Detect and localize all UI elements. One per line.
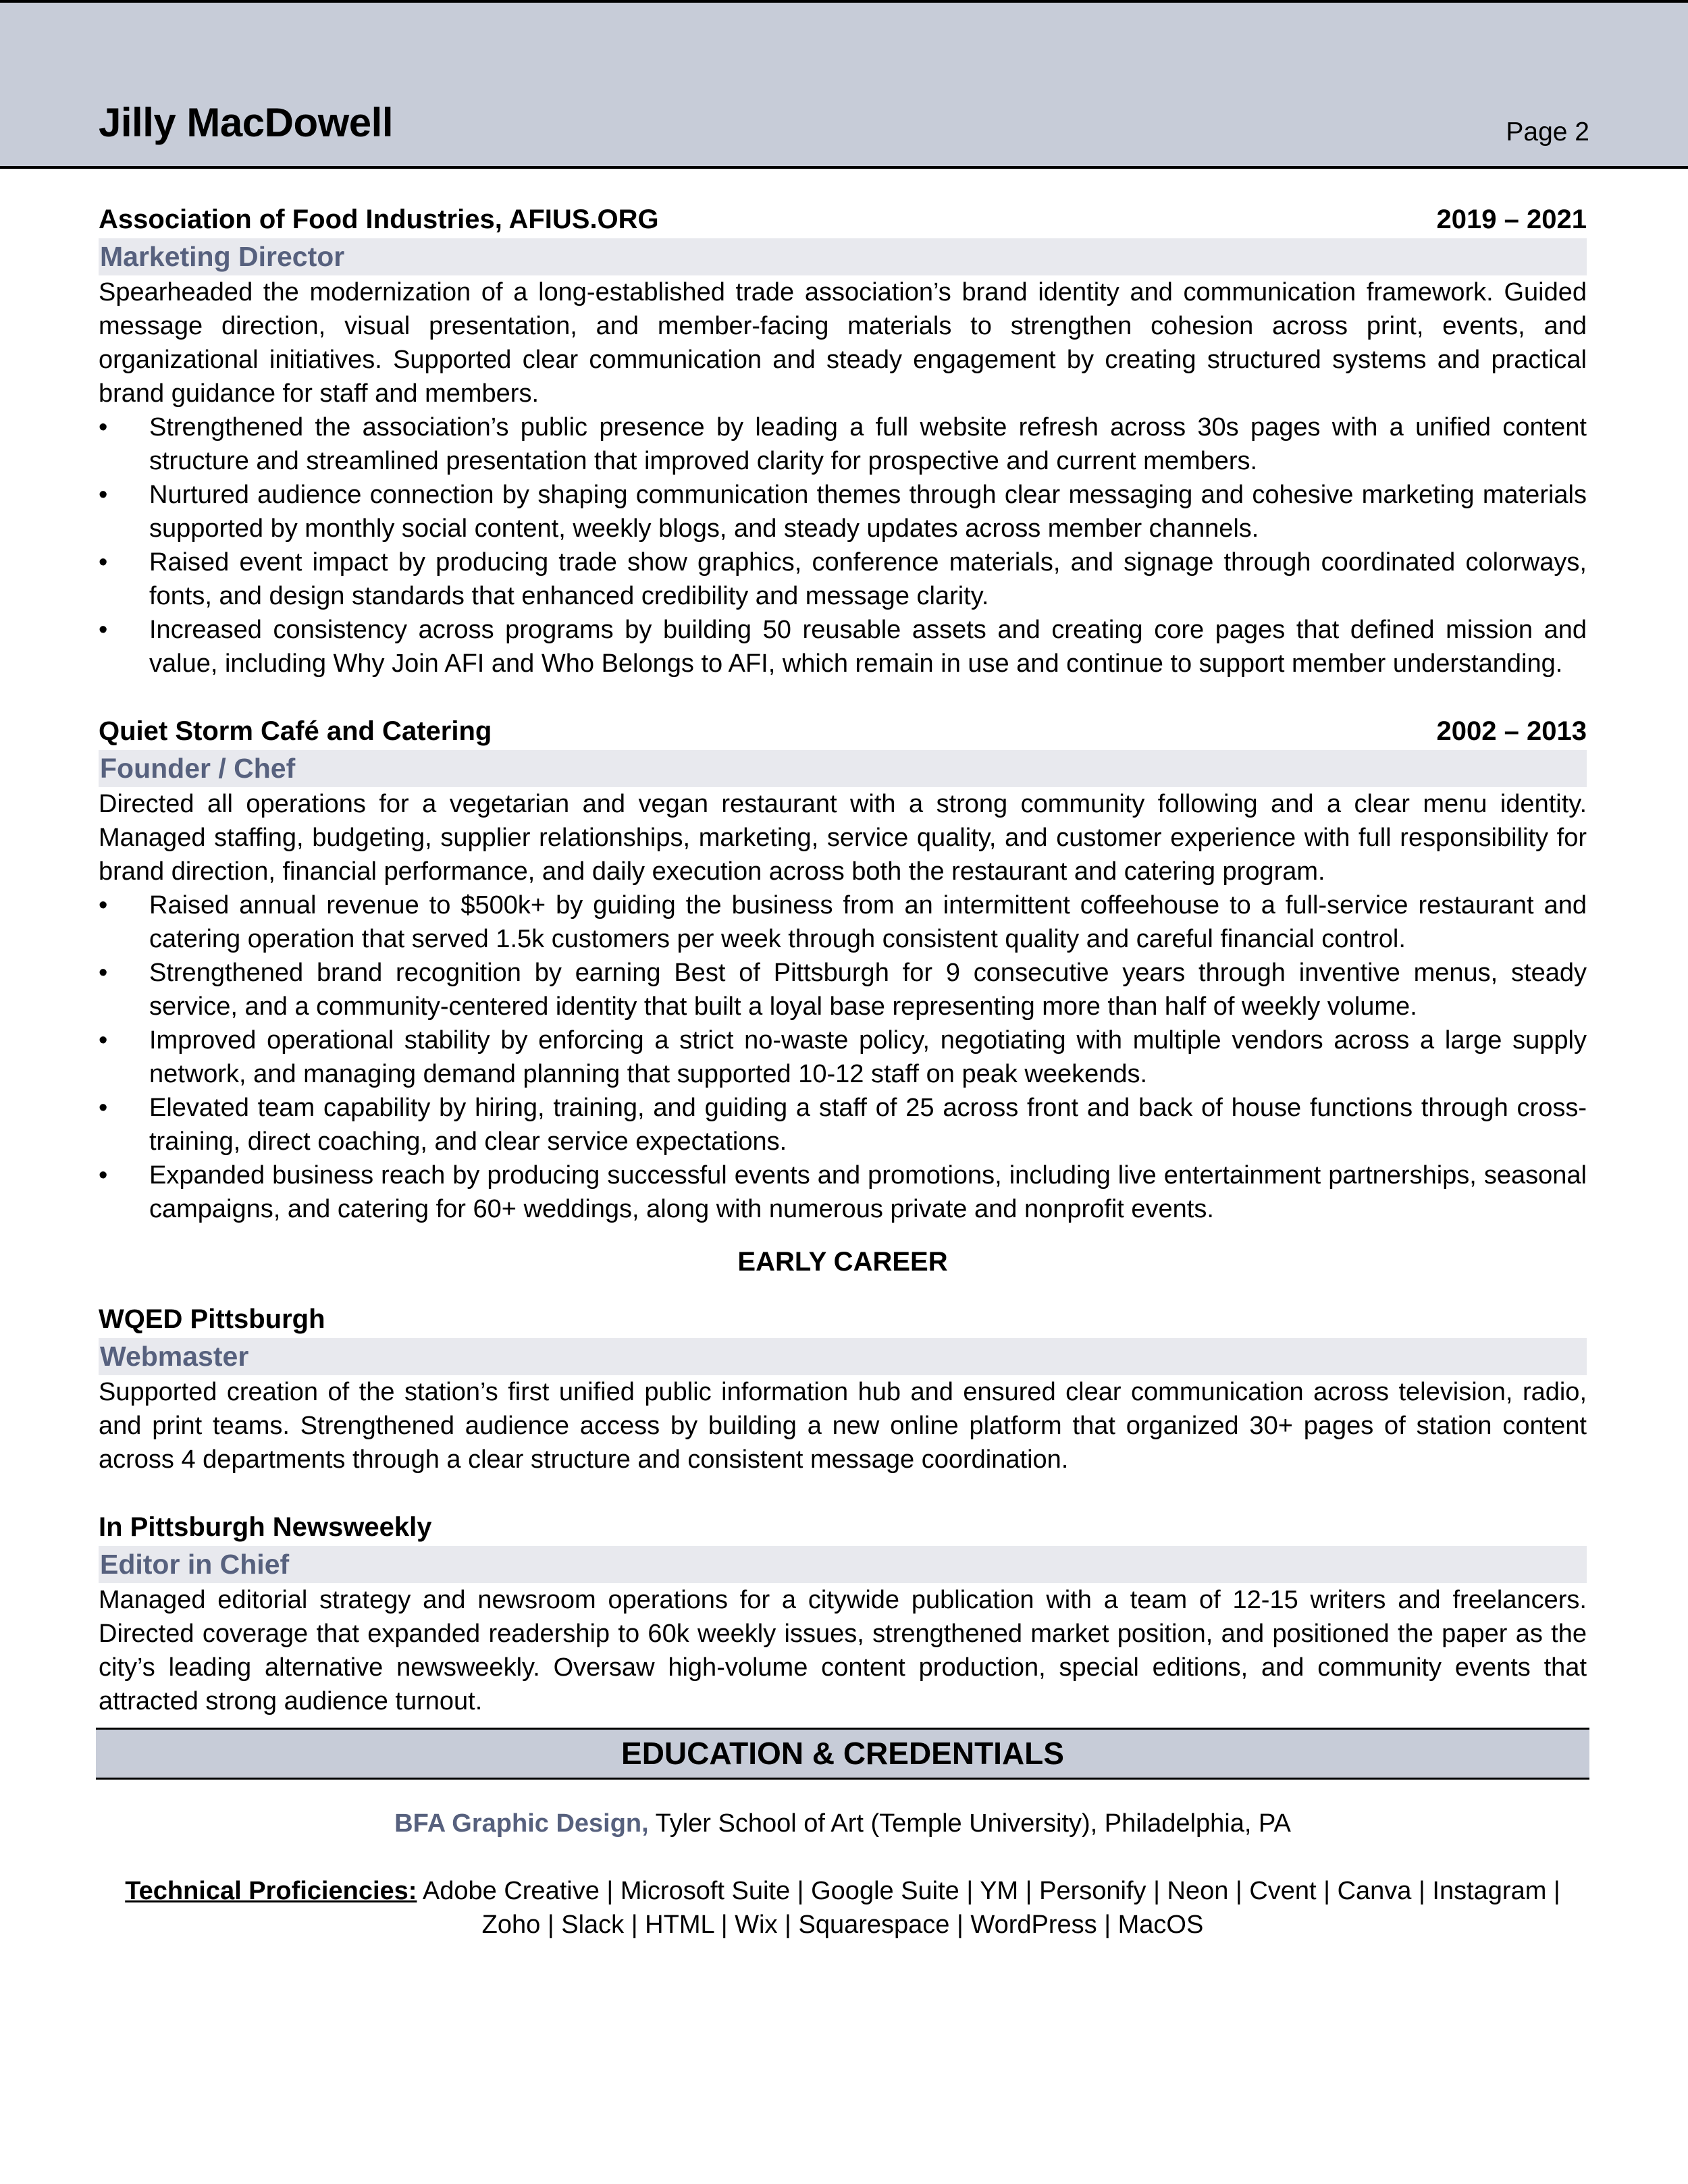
bullet-item: • Increased consistency across programs by building 50 reusable assets and creating core pages that defined mission and value, including Why Join AFI and Who Belongs to AFI, which remain in use and continue to support member understanding. xyxy=(99,613,1587,681)
job-summary: Directed all operations for a vegetarian and vegan restaurant with a strong community following and a clear menu identity. Managed staffing, budgeting, supplier relationships, marketing, service quality, and customer experience with full responsibility for brand direction, financial performance, and daily execution across both the restaurant and catering program. xyxy=(99,790,1587,886)
bullet-item: • Raised event impact by producing trade show graphics, conference materials, and signage through coordinated colorways, fonts, and design standards that enhanced credibility and message clarity. xyxy=(99,545,1587,613)
degree-name: BFA Graphic Design, xyxy=(394,1809,649,1838)
job-title: Webmaster xyxy=(99,1338,1587,1375)
header-band xyxy=(0,0,1688,169)
job-header xyxy=(99,201,1587,238)
bullet-item: • Raised annual revenue to $500k+ by guiding the business from an intermittent coffeehouse to a full-service restaurant and catering operation that served 1.5k customers per week through consistent quality and careful financial control. xyxy=(99,888,1587,956)
bullet-item: • Elevated team capability by hiring, training, and guiding a staff of 25 across front and back of house functions through cross-training, direct coaching, and clear service expectations. xyxy=(99,1091,1587,1158)
technical-proficiencies xyxy=(99,1874,1587,1942)
job-entry xyxy=(99,201,1587,681)
candidate-name: Jilly MacDowell xyxy=(99,100,393,145)
job-dates: 2019 – 2021 xyxy=(1436,205,1587,234)
job-bullets xyxy=(99,410,1587,681)
degree-school: Tyler School of Art (Temple University), Philadelphia, PA xyxy=(648,1809,1291,1838)
job-title: Editor in Chief xyxy=(99,1546,1587,1583)
page-number: Page 2 xyxy=(1506,117,1589,147)
education-heading: EDUCATION & CREDENTIALS xyxy=(96,1728,1589,1780)
job-entry xyxy=(99,713,1587,1226)
bullet-item: • Expanded business reach by producing successful events and promotions, including live entertainment partnerships, seasonal campaigns, and catering for 60+ weddings, along with numerous private and nonprofit events. xyxy=(99,1158,1587,1226)
job-dates: 2002 – 2013 xyxy=(1436,716,1587,746)
bullet-item: • Strengthened the association’s public presence by leading a full website refresh across 30s pages with a unified content structure and streamlined presentation that improved clarity for prospective and current members. xyxy=(99,410,1587,478)
bullet-item: • Nurtured audience connection by shaping communication themes through clear messaging and cohesive marketing materials supported by monthly social content, weekly blogs, and steady updates across member channels. xyxy=(99,478,1587,545)
job-organization: WQED Pittsburgh xyxy=(99,1304,325,1334)
job-title: Marketing Director xyxy=(99,238,1587,275)
job-header xyxy=(99,1301,1587,1338)
job-bullets xyxy=(99,888,1587,1226)
job-summary: Spearheaded the modernization of a long-established trade association’s brand identity and communication framework. Guided message direction, visual presentation, and member-facing materials to strengthen cohesion across print, events, and organizational initiatives. Supported clear communication and steady engagement by creating structured systems and practical brand guidance for staff and members. xyxy=(99,278,1587,408)
job-header xyxy=(99,1509,1587,1546)
bullet-item: • Improved operational stability by enforcing a strict no-waste policy, negotiating with multiple vendors across a large supply network, and managing demand planning that supported 10-12 staff on peak weekends. xyxy=(99,1023,1587,1091)
degree-line xyxy=(99,1807,1587,1840)
job-entry xyxy=(99,1301,1587,1476)
job-organization: In Pittsburgh Newsweekly xyxy=(99,1512,432,1542)
resume-content xyxy=(99,201,1587,1942)
job-title: Founder / Chef xyxy=(99,750,1587,787)
job-organization: Association of Food Industries, AFIUS.ORG xyxy=(99,205,659,234)
job-entry xyxy=(99,1509,1587,1718)
early-career-heading: EARLY CAREER xyxy=(737,1247,948,1277)
bullet-item: • Strengthened brand recognition by earning Best of Pittsburgh for 9 consecutive years through inventive menus, steady service, and a community-centered identity that built a loyal base representing more than half of weekly volume. xyxy=(99,956,1587,1023)
job-header xyxy=(99,713,1587,750)
job-summary: Managed editorial strategy and newsroom operations for a citywide publication with a team of 12-15 writers and freelancers. Directed coverage that expanded readership to 60k weekly issues, strengthened market position, and positioned the paper as the city’s leading alternative newsweekly. Oversaw high-volume content production, special editions, and community events that attracted strong audience turnout. xyxy=(99,1586,1587,1715)
job-organization: Quiet Storm Café and Catering xyxy=(99,716,492,746)
tech-list: Adobe Creative | Microsoft Suite | Google Suite | YM | Personify | Neon | Cvent | Canva | Instagram | Zoho | Slack | HTML | Wix | Squarespace | WordPress | MacOS xyxy=(417,1877,1560,1939)
job-summary: Supported creation of the station’s first unified public information hub and ensured clear communication across television, radio, and print teams. Strengthened audience access by building a new online platform that organized 30+ pages of station content across 4 departments through a clear structure and consistent message coordination. xyxy=(99,1378,1587,1474)
tech-label: Technical Proficiencies: xyxy=(125,1877,417,1905)
